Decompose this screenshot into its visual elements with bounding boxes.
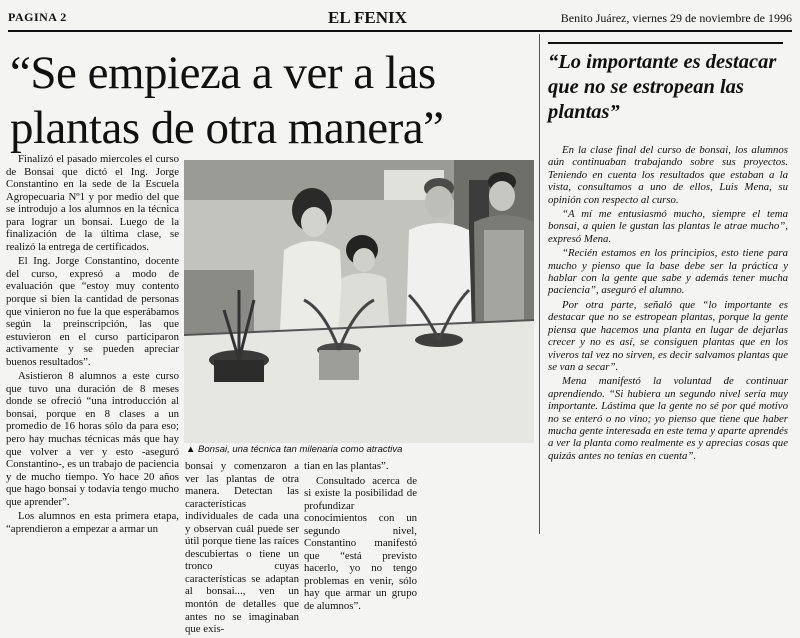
article-column-2 xyxy=(185,460,299,638)
column-divider xyxy=(539,34,540,534)
newspaper-name: EL FENIX xyxy=(328,8,407,27)
photo-caption: ▲ Bonsai, una técnica tan milenaria como atractiva xyxy=(186,444,403,455)
sidebar-paragraph: Por otra parte, señaló que “lo importante es destacar que no se estropean plantas, porque la gente piensa que hacemos una planta en lugar de dejarlas crecer y no es así, se consiguen plantas que en los viveros tal vez no sirven, es decir salvamos plantas que se van a secar”. xyxy=(548,298,788,373)
paragraph: tian en las plantas”. xyxy=(304,460,389,472)
page-header xyxy=(8,8,792,32)
page-number: PAGINA 2 xyxy=(8,10,67,24)
paragraph: Los alumnos en esta primera etapa, “aprendieron a empezar a armar un xyxy=(6,510,179,535)
sidebar-body xyxy=(548,144,788,464)
paragraph: Finalizó el pasado miercoles el curso de Bonsai que dictó el Ing. Jorge Constantino en la sede de la Escuela Agropecuaria Nº1 y por medio del que se introdujo a los alumnos en la técnica para lograr un bonsai. Luego de la finalización de la última clase, se realizó la entrega de certificados. xyxy=(6,153,179,253)
sidebar-paragraph: “A mí me entusiasmó mucho, siempre el tema bonsai, a quien le gustan las plantas le atrae mucho”, expresó Mena. xyxy=(548,208,788,245)
dateline: Benito Juárez, viernes 29 de noviembre de 1996 xyxy=(560,11,792,25)
paragraph: Asistieron 8 alumnos a este curso que tuvo una duración de 8 meses donde se ofreció “una introducción al bonsai, porque en 8 clases a un promedio de 16 horas sólo da para eso; pero hay muchas técnicas más que hay que volver a ver y esto -aseguró Constantino-, es un trabajo de paciencia y de mucho tiempo. Yo hace 20 años que hago bonsai y todavía tengo mucho que aprender”. xyxy=(6,370,179,508)
photo-illustration xyxy=(184,160,534,443)
article-column-3 xyxy=(304,460,417,615)
sidebar-headline: “Lo importante es destacar que no se estropean las plantas” xyxy=(548,42,783,125)
sidebar-paragraph: En la clase final del curso de bonsai, los alumnos aún continuaban trabajando sobre sus proyectos. Teniendo en cuenta los resultados que estaban a la vista, consultamos a uno de ellos, Luis Mena, su opinión con respecto al curso. xyxy=(548,144,788,206)
paragraph: bonsai y comenzaron a ver las plantas de otra manera. Detectan las características individuales de cada una y observan cuál puede ser útil porque tiene las raíces descubiertas o tiene un tronco cuyas características se adaptan al bonsai..., ven un montón de detalles que antes no se imaginaban que exis- xyxy=(185,460,299,636)
sidebar-paragraph: Mena manifestó la voluntad de continuar aprendiendo. “Si hubiera un segundo nivel sería muy importante. Lástima que la gente no sé por qué motivo no se enteró o no vino; yo pienso que tiene que haber mucha gente interesada en este tema y aparte aprendés a ver la planta como realmente es y aprecias cosas que quizás antes no tenías en cuenta”. xyxy=(548,375,788,462)
article-headline: “Se empieza a ver a las plantas de otra manera” xyxy=(10,47,444,154)
article-column-1 xyxy=(6,153,179,537)
paragraph: Consultado acerca de si existe la posibilidad de profundizar conocimientos con un segundo nivel, Constantino manifestó que “está previsto hacerlo, yo no tengo problemas en venir, sólo hay que armar un grupo de alumnos”. xyxy=(304,474,417,613)
paragraph: El Ing. Jorge Constantino, docente del curso, expresó a modo de evaluación que “estoy muy contento porque si bien la cantidad de personas que vinieron no fue la que esperábamos según la preinscripción, las que estuvieron en el curso participaron activamente y se pueden apreciar buenos resultados”. xyxy=(6,255,179,368)
bonsai-class-photo xyxy=(184,160,534,443)
sidebar-paragraph: “Recién estamos en los principios, esto tiene para mucho y pienso que la base debe ser la práctica y hablar con la gente que sabe y además tener mucha paciencia”, aseguró el alumno. xyxy=(548,247,788,297)
